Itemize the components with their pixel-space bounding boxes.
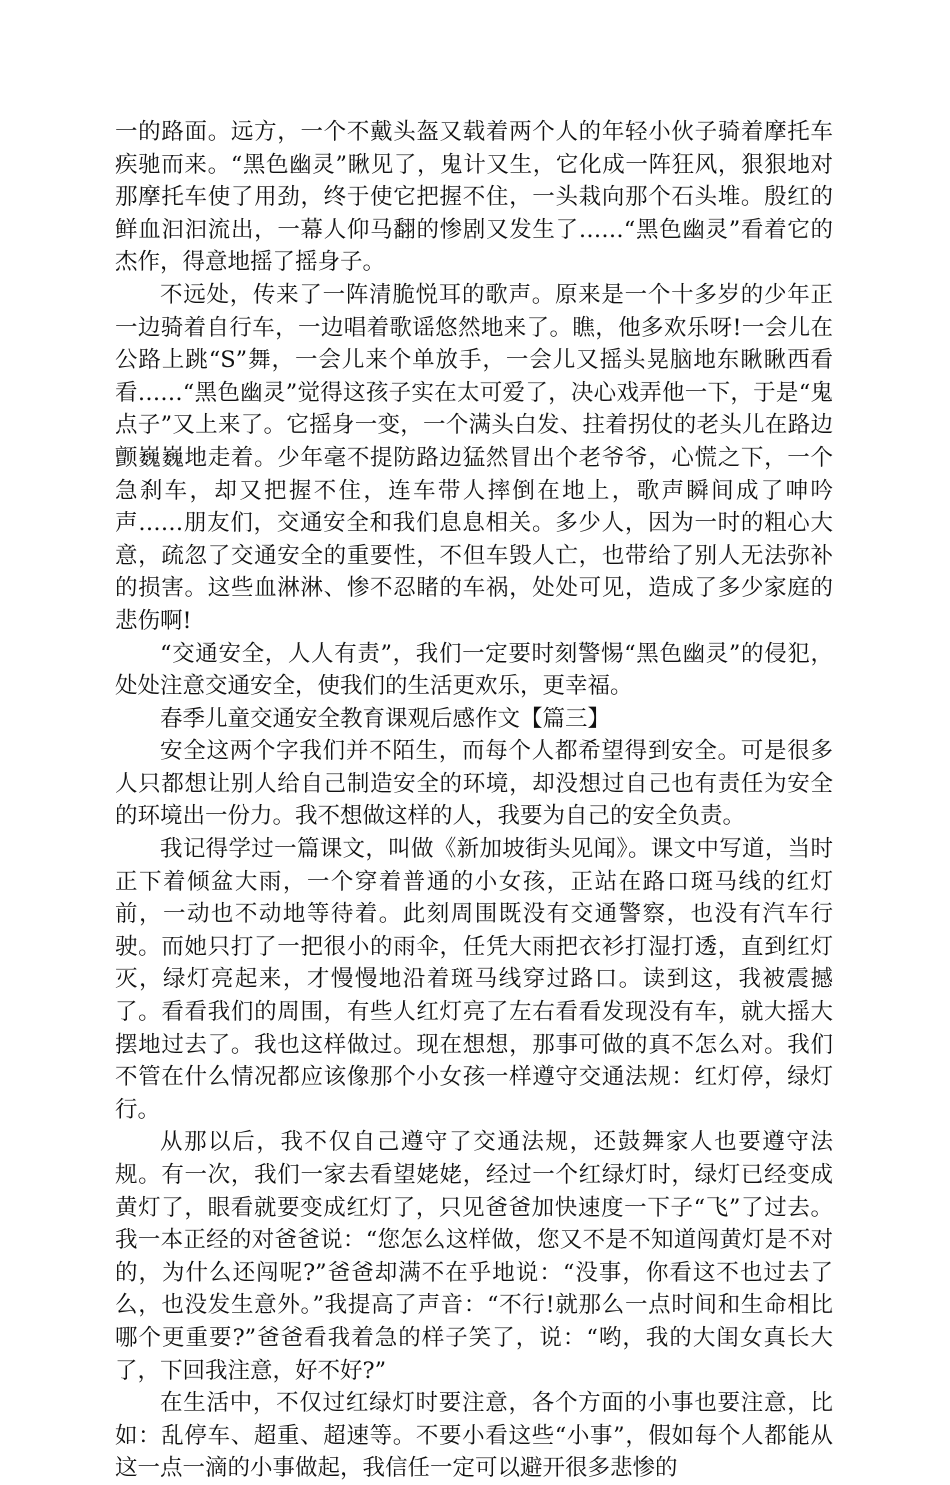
paragraph: “交通安全，人人有责”，我们一定要时刻警惕“黑色幽灵”的侵犯，处处注意交通安全，使我们的生活更欢乐，更幸福。 bbox=[115, 640, 833, 700]
paragraph: 从那以后，我不仅自己遵守了交通法规，还鼓舞家人也要遵守法规。有一次，我们一家去看望姥姥，经过一个红绿灯时，绿灯已经变成黄灯了，眼看就要变成红灯了，只见爸爸加快速度一下子“飞”了过去。我一本正经的对爸爸说：“您怎么这样做，您又不是不知道闯黄灯是不对的，为什么还闯呢?”爸爸却满不在乎地说：“没事，你看这不也过去了么，也没发生意外。”我提高了声音：“不行!就那么一点时间和生命相比哪个更重要?”爸爸看我着急的样子笑了，说：“哟，我的大闺女真长大了，下回我注意，好不好?” bbox=[115, 1129, 833, 1384]
paragraph: 安全这两个字我们并不陌生，而每个人都希望得到安全。可是很多人只都想让别人给自己制造安全的环境，却没想过自己也有责任为安全的环境出一份力。我不想做这样的人，我要为自己的安全负责。 bbox=[115, 738, 833, 830]
paragraph-continued: 一的路面。远方，一个不戴头盔又载着两个人的年轻小伙子骑着摩托车疾驰而来。“黑色幽灵”瞅见了，鬼计又生，它化成一阵狂风，狠狠地对那摩托车使了用劲，终于使它把握不住，一头栽向那个石头堆。殷红的鲜血汩汩流出，一幕人仰马翻的惨剧又发生了……“黑色幽灵”看着它的杰作，得意地摇了摇身子。 bbox=[115, 119, 833, 276]
section-heading: 春季儿童交通安全教育课观后感作文【篇三】 bbox=[160, 705, 611, 732]
document-page bbox=[115, 116, 833, 1485]
paragraph: 在生活中，不仅过红绿灯时要注意，各个方面的小事也要注意，比如：乱停车、超重、超速等。不要小看这些“小事”，假如每个人都能从这一点一滴的小事做起，我信任一定可以避开很多悲惨的 bbox=[115, 1390, 833, 1482]
paragraph: 不远处，传来了一阵清脆悦耳的歌声。原来是一个十多岁的少年正一边骑着自行车，一边唱着歌谣悠然地来了。瞧，他多欢乐呀!一会儿在公路上跳“S”舞，一会儿来个单放手，一会儿又摇头晃脑地东瞅瞅西看看……“黑色幽灵”觉得这孩子实在太可爱了，决心戏弄他一下，于是“鬼点子”又上来了。它摇身一变，一个满头白发、拄着拐仗的老头儿在路边颤巍巍地走着。少年毫不提防路边猛然冒出个老爷爷，心慌之下，一个急刹车，却又把握不住，连车带人摔倒在地上，歌声瞬间成了呻吟声……朋友们，交通安全和我们息息相关。多少人，因为一时的粗心大意，疏忽了交通安全的重要性，不但车毁人亡，也带给了别人无法弥补的损害。这些血淋淋、惨不忍睹的车祸，处处可见，造成了多少家庭的悲伤啊! bbox=[115, 281, 833, 634]
paragraph: 我记得学过一篇课文，叫做《新加坡街头见闻》。课文中写道，当时正下着倾盆大雨，一个穿着普通的小女孩，正站在路口斑马线的红灯前，一动也不动地等待着。此刻周围既没有交通警察，也没有汽车行驶。而她只打了一把很小的雨伞，任凭大雨把衣衫打湿打透，直到红灯灭，绿灯亮起来，才慢慢地沿着斑马线穿过路口。读到这，我被震撼了。看看我们的周围，有些人红灯亮了左右看看发现没有车，就大摇大摆地过去了。我也这样做过。现在想想，那事可做的真不怎么对。我们不管在什么情况都应该像那个小女孩一样遵守交通法规：红灯停，绿灯行。 bbox=[115, 836, 833, 1123]
